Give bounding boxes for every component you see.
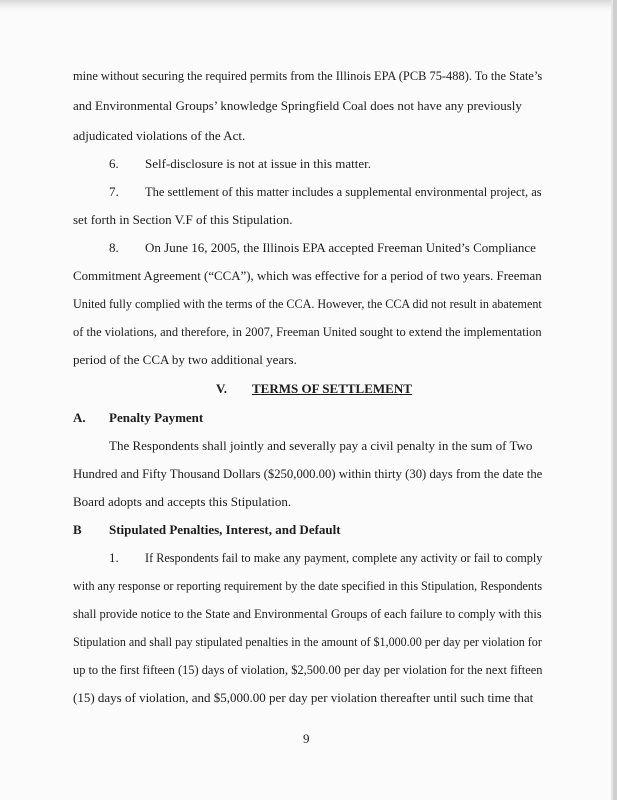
text-line: Commitment Agreement (“CCA”), which was effective for a period of two years. Freeman: [73, 268, 542, 283]
text-line: shall provide notice to the State and Environmental Groups of each failure to comply with this: [73, 606, 542, 621]
text-line: period of the CCA by two additional years.: [73, 352, 297, 367]
subsection-label: A.: [73, 410, 86, 425]
text-line: The settlement of this matter includes a supplemental environmental project, as: [145, 184, 542, 199]
subsection-heading: Penalty Payment: [109, 410, 204, 425]
text-line: (15) days of violation, and $5,000.00 per day per violation thereafter until such time that: [73, 690, 534, 705]
text-line: If Respondents fail to make any payment, complete any activity or fail to comply: [145, 550, 543, 565]
paragraph-number: 8.: [109, 240, 119, 255]
subsection-heading: Stipulated Penalties, Interest, and Default: [109, 522, 341, 537]
section-heading: TERMS OF SETTLEMENT: [252, 381, 412, 396]
text-line: The Respondents shall jointly and severally pay a civil penalty in the sum of Two: [109, 438, 533, 453]
scan-edge-right: [613, 0, 617, 800]
paragraph-number: 6.: [109, 156, 119, 171]
paragraph-number: 1.: [109, 550, 119, 565]
text-line: and Environmental Groups’ knowledge Springfield Coal does not have any previously: [73, 98, 522, 113]
text-line: On June 16, 2005, the Illinois EPA accepted Freeman United’s Compliance: [145, 240, 536, 255]
text-line: Board adopts and accepts this Stipulation.: [73, 494, 292, 509]
text-line: adjudicated violations of the Act.: [73, 128, 246, 143]
text-line: United fully complied with the terms of the CCA. However, the CCA did not result in abatement: [73, 296, 542, 311]
subsection-label: B: [73, 522, 82, 537]
section-number: V.: [216, 381, 227, 396]
text-line: of the violations, and therefore, in 2007, Freeman United sought to extend the implementation: [73, 324, 542, 339]
scan-edge-top: [0, 0, 617, 12]
text-line: mine without securing the required permits from the Illinois EPA (PCB 75-488). To the State’s: [73, 68, 543, 83]
text-line: Hundred and Fifty Thousand Dollars ($250,000.00) within thirty (30) days from the date the: [73, 466, 543, 481]
text-line: up to the first fifteen (15) days of violation, $2,500.00 per day per violation for the next fifteen: [73, 662, 543, 677]
text-line: with any response or reporting requirement by the date specified in this Stipulation, Respondents: [73, 578, 543, 593]
text-line: Stipulation and shall pay stipulated penalties in the amount of $1,000.00 per day per violation for: [73, 634, 542, 649]
text-line: set forth in Section V.F of this Stipulation.: [73, 212, 293, 227]
page-number: 9: [303, 731, 310, 746]
text-line: Self-disclosure is not at issue in this matter.: [145, 156, 372, 171]
paragraph-number: 7.: [109, 184, 119, 199]
